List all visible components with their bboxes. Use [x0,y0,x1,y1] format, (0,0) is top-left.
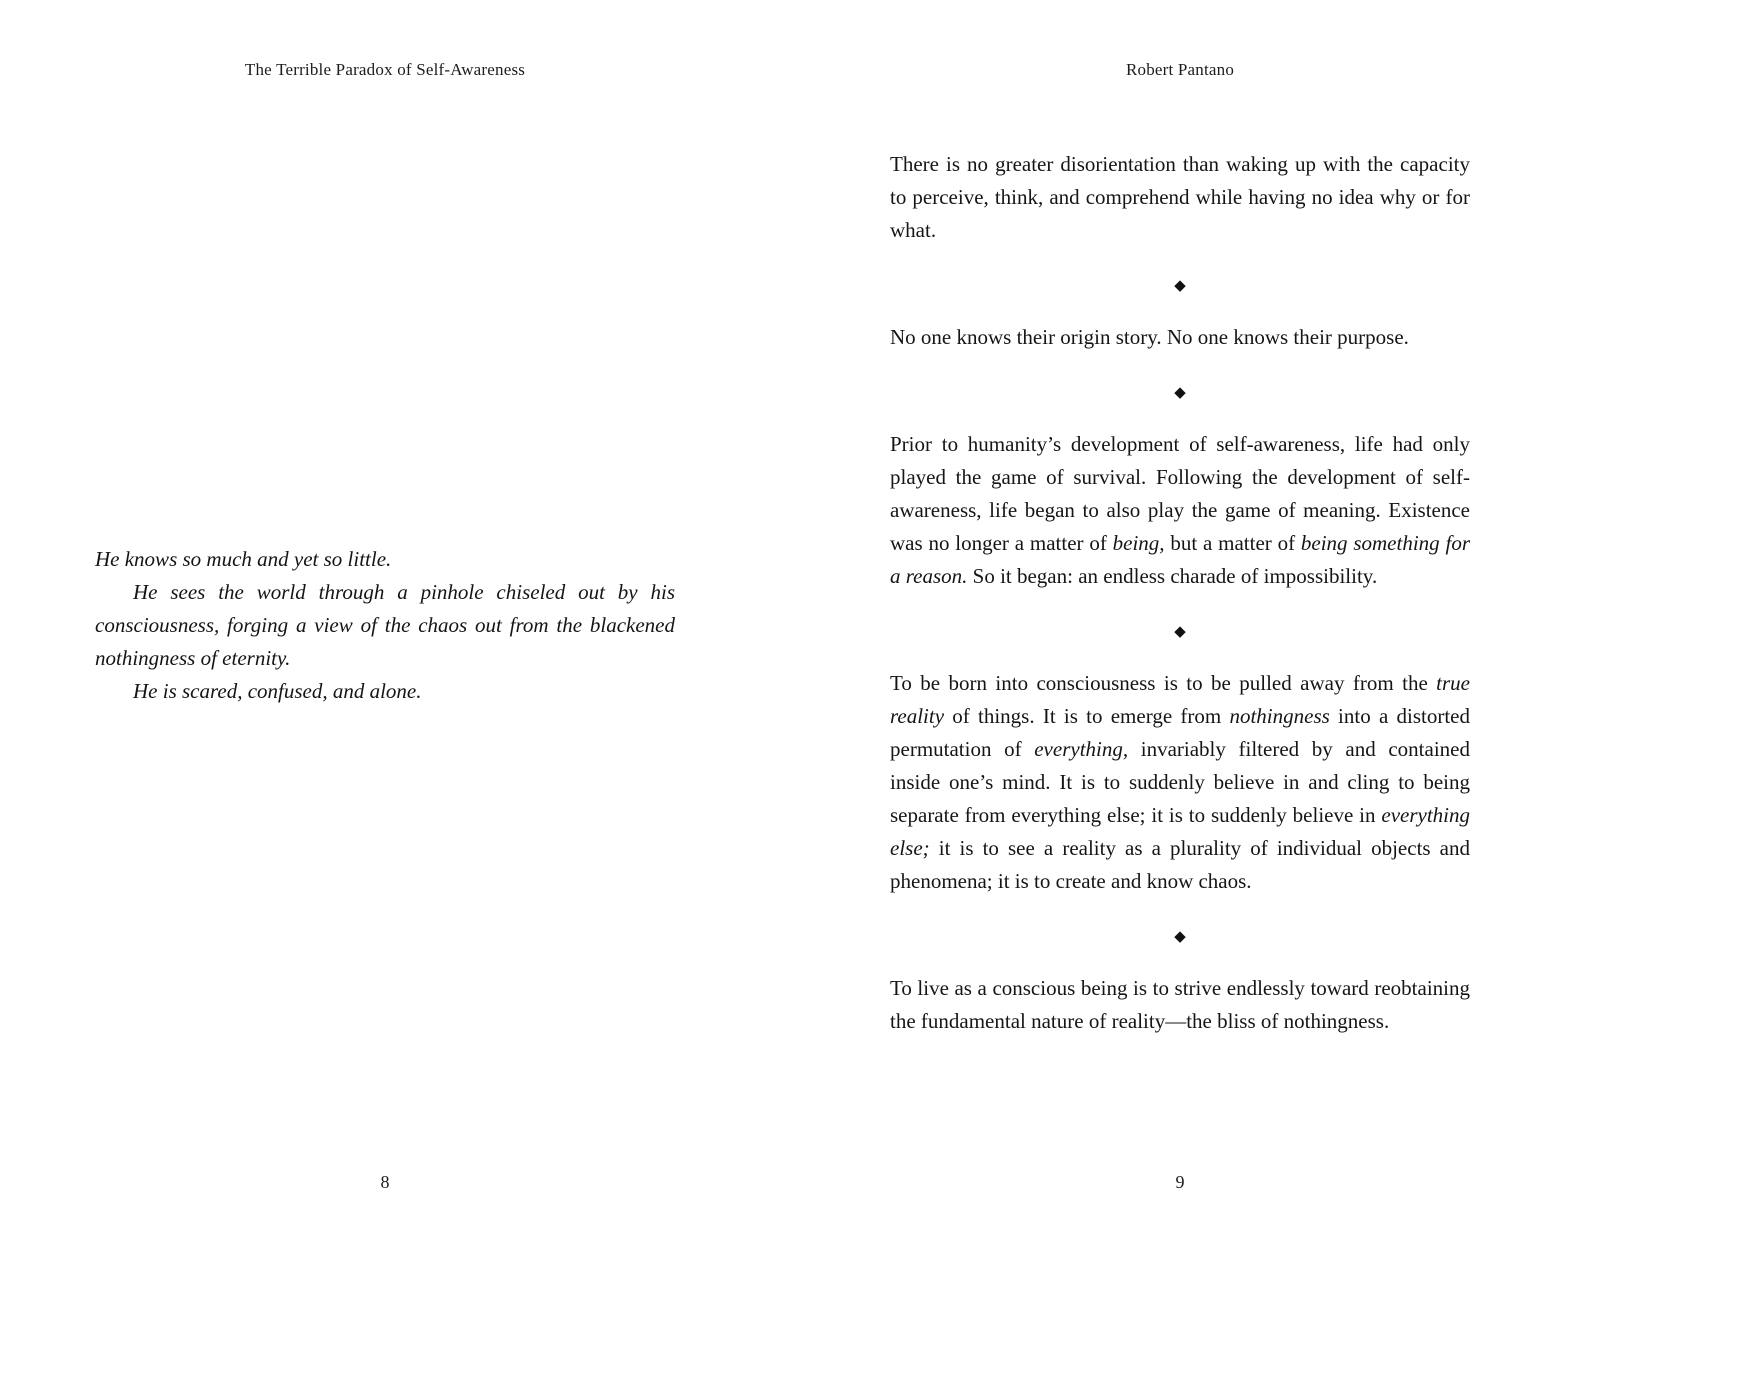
diamond-icon: ◆ [1174,624,1186,640]
italic-text-segment: being something for a reason. [890,531,1470,588]
left-page-header: The Terrible Paradox of Self-Awareness [244,60,526,79]
paragraph: He knows so much and yet so little. [95,547,392,571]
text-segment: it is to see a reality as a plurality of individual objects and phenomena; it is to create and know chaos. [890,836,1470,893]
italic-text-segment: everything else; [890,803,1470,860]
text-segment: invariably filtered by and contained inside one’s mind. It is to suddenly believe in and cling to being separate from everything else; it is to suddenly believe in [890,737,1470,827]
section-divider [890,619,1470,642]
paragraph [890,667,1470,898]
right-page-body [890,148,1470,1038]
left-page-number: 8 [380,1172,390,1192]
italic-text-segment: everything, [1034,737,1129,761]
paragraph [890,321,1470,354]
text-segment: but a matter of [1164,531,1301,555]
section-divider [890,273,1470,296]
paragraph [890,428,1470,593]
text-segment: To be born into consciousness is to be pulled away from the [890,671,1437,695]
text-segment: So it began: an endless charade of impossibility. [967,564,1378,588]
section-divider [890,380,1470,403]
left-page-body [95,543,675,708]
text-segment: To live as a conscious being is to strive endlessly toward reobtaining the fundamental nature of reality—the bliss of nothingness. [890,976,1470,1033]
text-segment: Prior to humanity’s development of self-awareness, life had only played the game of survival. Following the development of self-awareness, life began to also play the game of meaning. Existence was no longer a matter of [890,432,1470,555]
section-divider [890,924,1470,947]
text-segment: No one knows their origin story. No one knows their purpose. [890,325,1409,349]
text-segment: of things. It is to emerge from [944,704,1230,728]
diamond-icon: ◆ [1174,278,1186,294]
right-page-number: 9 [1175,1172,1185,1192]
diamond-icon: ◆ [1174,385,1186,401]
diamond-icon: ◆ [1174,929,1186,945]
paragraph [890,972,1470,1038]
text-segment: There is no greater disorientation than waking up with the capacity to perceive, think, and comprehend while having no idea why or for what. [890,152,1470,242]
italic-text-segment: true reality [890,671,1470,728]
paragraph [890,148,1470,247]
paragraph: He is scared, confused, and alone. [133,679,422,703]
text-segment: into a distorted permutation of [890,704,1470,761]
right-page-header: Robert Pantano [1125,60,1235,79]
italic-text-segment: nothingness [1229,704,1330,728]
italic-text-segment: being, [1112,531,1165,555]
paragraph: He sees the world through a pinhole chiseled out by his consciousness, forging a view of the chaos out from the blackened nothingness of eternity. [95,580,675,670]
